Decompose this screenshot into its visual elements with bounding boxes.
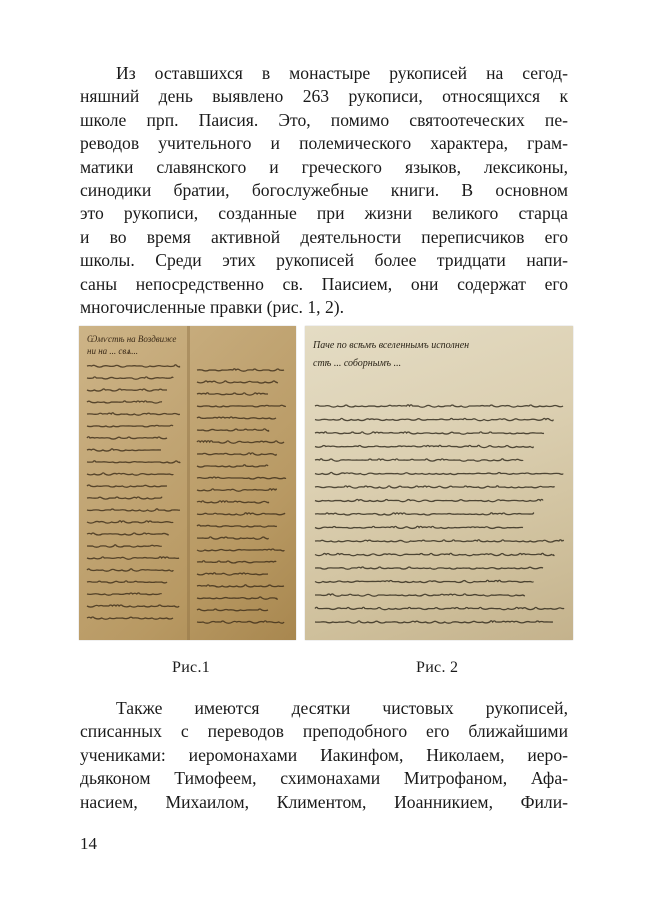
- handwriting-stroke: [197, 609, 268, 611]
- text-line: насием, Михаилом, Климентом, Иоанникием, Фили-: [80, 791, 568, 812]
- handwriting-stroke: [315, 459, 523, 461]
- handwriting-stroke: [197, 501, 269, 503]
- page-number: 14: [80, 834, 97, 853]
- handwriting-stroke: [315, 486, 554, 488]
- handwriting-stroke: [197, 597, 277, 599]
- handwriting-stroke: [87, 389, 167, 391]
- handwriting-stroke: [87, 509, 179, 511]
- text-line: матики славянского и греческого языков, лексиконы,: [80, 156, 568, 177]
- handwriting-stroke: [315, 621, 553, 623]
- text-line: реводов учительного и полемического характера, грам-: [80, 133, 568, 154]
- handwriting-stroke: [315, 526, 523, 528]
- handwriting-stroke: [315, 607, 564, 609]
- handwriting-stroke: [87, 617, 173, 619]
- handwriting-stroke: [87, 521, 173, 523]
- handwriting-stroke: [197, 465, 268, 467]
- handwriting-stroke: [315, 432, 543, 434]
- handwriting-stroke: [87, 461, 180, 463]
- handwriting-stroke: [87, 545, 161, 547]
- manuscript-photo-1: [79, 326, 296, 640]
- manuscript-2-heading-2: стѣ ... соборнымъ ...: [313, 358, 402, 369]
- handwriting-stroke: [197, 513, 285, 515]
- handwriting-stroke: [315, 594, 524, 596]
- handwriting-stroke: [87, 581, 167, 583]
- handwriting-stroke: [315, 513, 534, 515]
- handwriting-stroke: [315, 499, 543, 501]
- text-line: Из оставшихся в монастыре рукописей на сегод-: [116, 63, 568, 83]
- handwriting-stroke: [315, 472, 563, 474]
- handwriting-stroke: [197, 441, 284, 444]
- figure-caption-1: Рис.1: [172, 659, 211, 676]
- handwriting-stroke: [87, 497, 162, 499]
- handwriting-stroke: [197, 417, 276, 419]
- handwriting-stroke: [87, 605, 179, 607]
- handwriting-lines: [87, 365, 286, 623]
- handwriting-stroke: [197, 369, 284, 371]
- text-line: списанных с переводов преподобного его ближайшими: [80, 721, 568, 742]
- handwriting-stroke: [87, 413, 179, 415]
- handwriting-stroke: [315, 540, 563, 543]
- handwriting-stroke: [197, 561, 276, 563]
- text-line: Также имеются десятки чистовых рукописей,: [116, 698, 568, 718]
- text-line: саны непосредственно св. Паисием, они содержат его: [80, 273, 568, 294]
- handwriting-stroke: [315, 567, 543, 569]
- text-line: это рукописи, созданные при жизни великого старца: [80, 203, 568, 224]
- handwriting-stroke: [87, 485, 167, 487]
- handwriting-stroke: [87, 365, 180, 367]
- text-line: школы. Среди этих рукописей более тридцати напи-: [80, 250, 568, 271]
- handwriting-stroke: [197, 585, 284, 587]
- figure-caption-2: Рис. 2: [416, 659, 459, 676]
- handwriting-stroke: [197, 621, 284, 623]
- handwriting-lines: [315, 405, 564, 623]
- paragraph-continuation: [80, 697, 568, 814]
- text-line: учениками: иеромонахами Иакинфом, Николаем, иеро-: [80, 744, 568, 765]
- text-line: и во время активной деятельности переписчиков его: [80, 226, 568, 247]
- handwriting-stroke: [197, 525, 276, 527]
- manuscript-2-heading-1: Паче по всѣмъ вселеннымъ исполнен: [313, 340, 470, 351]
- text-line: многочисленные правки (рис. 1, 2).: [80, 297, 345, 318]
- handwriting-stroke: [197, 489, 276, 491]
- text-line: школе прп. Паисия. Это, помимо святоотеческих пе-: [80, 109, 568, 130]
- handwriting-stroke: [197, 453, 276, 455]
- handwriting-stroke: [87, 569, 173, 571]
- paragraph-intro: [80, 62, 568, 319]
- text-line: синодики братии, богослужебные книги. В основном: [80, 180, 568, 201]
- manuscript-1-drawing: [79, 326, 296, 640]
- handwriting-stroke: [197, 537, 268, 539]
- handwriting-stroke: [87, 401, 161, 403]
- text-line: дьяконом Тимофеем, схимонахами Митрофаном, Афа-: [80, 768, 568, 789]
- handwriting-stroke: [315, 445, 533, 447]
- handwriting-stroke: [87, 437, 167, 439]
- handwriting-stroke: [315, 418, 553, 420]
- handwriting-stroke: [197, 549, 284, 551]
- text-line: няшний день выявлено 263 рукописи, относящихся к: [80, 86, 568, 107]
- handwriting-stroke: [87, 533, 168, 535]
- handwriting-stroke: [315, 580, 533, 583]
- handwriting-stroke: [197, 393, 268, 395]
- handwriting-stroke: [87, 377, 173, 379]
- handwriting-stroke: [197, 405, 285, 407]
- manuscript-2-drawing: [305, 326, 573, 640]
- handwriting-stroke: [87, 473, 173, 475]
- handwriting-stroke: [315, 405, 563, 407]
- handwriting-stroke: [197, 381, 277, 383]
- manuscript-1-heading-2: ни на ... свѧ...: [87, 346, 138, 356]
- manuscript-photo-2: [305, 326, 573, 640]
- handwriting-stroke: [197, 429, 269, 431]
- handwriting-stroke: [315, 553, 554, 556]
- handwriting-stroke: [197, 573, 268, 575]
- handwriting-stroke: [197, 477, 286, 479]
- handwriting-stroke: [87, 593, 161, 595]
- handwriting-stroke: [87, 425, 173, 427]
- manuscript-1-heading-1: Ѡмѵстѣ на Воздвиже: [87, 334, 177, 344]
- handwriting-stroke: [87, 557, 179, 559]
- handwriting-stroke: [87, 449, 161, 451]
